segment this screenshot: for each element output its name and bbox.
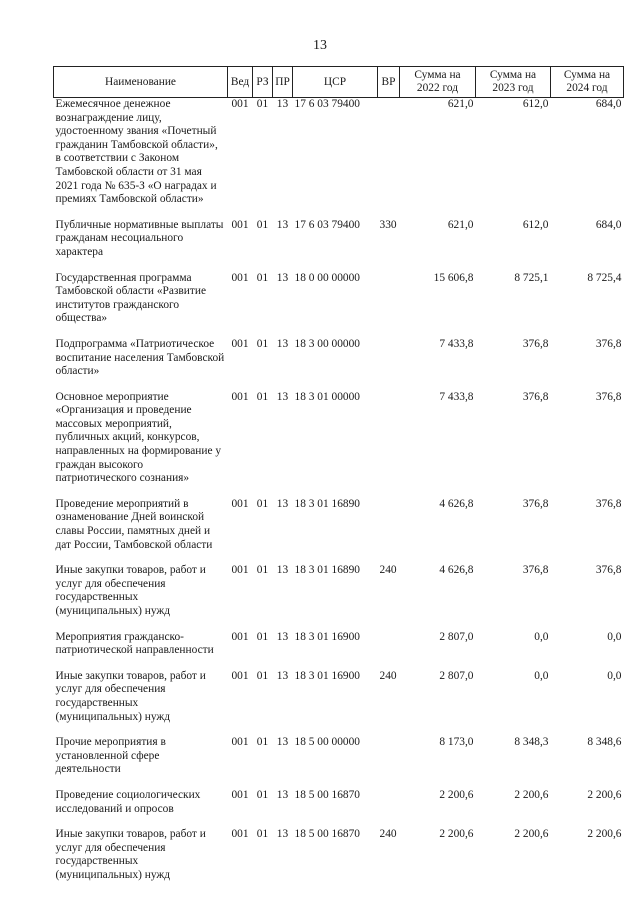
cell-sum-2023: 0,0 xyxy=(534,630,549,643)
cell-csr: 18 5 00 16870 xyxy=(294,828,360,841)
cell-sum-2024: 2 200,6 xyxy=(587,828,622,841)
cell-pr: 13 xyxy=(276,564,289,577)
cell-csr: 18 0 00 00000 xyxy=(294,271,360,284)
cell-ved: 001 xyxy=(231,218,249,231)
cell-vr xyxy=(378,631,400,670)
table-row xyxy=(54,272,624,338)
cell-csr: 18 3 01 00000 xyxy=(294,390,360,403)
cell-rz: 01 xyxy=(256,337,269,350)
cell-sum-2022: 621,0 xyxy=(447,218,474,231)
cell-sum-2023: 376,8 xyxy=(522,390,549,403)
cell-pr: 13 xyxy=(276,669,289,682)
col-header-vr: ВР xyxy=(378,67,400,98)
table-row xyxy=(54,789,624,828)
cell-pr: 13 xyxy=(276,390,289,403)
cell-csr: 17 6 03 79400 xyxy=(294,98,360,110)
cell-ved: 001 xyxy=(231,828,249,841)
cell-vr xyxy=(378,498,400,564)
cell-sum-2024: 684,0 xyxy=(595,218,622,231)
cell-sum-2024: 376,8 xyxy=(595,390,622,403)
cell-name: Государственная программа Тамбовской области «Развитие институтов гражданского общества» xyxy=(55,271,207,325)
cell-csr: 18 5 00 16870 xyxy=(294,788,360,801)
cell-pr: 13 xyxy=(276,497,289,510)
cell-pr: 13 xyxy=(276,218,289,231)
cell-name: Проведение мероприятий в ознаменование Дней воинской славы России, памятных дней и дат России, Тамбовской области xyxy=(55,497,213,551)
cell-ved: 001 xyxy=(231,736,249,749)
col-header-name: Наименование xyxy=(54,67,228,98)
cell-sum-2024: 0,0 xyxy=(607,630,622,643)
cell-vr xyxy=(378,789,400,828)
cell-vr xyxy=(378,338,400,391)
col-header-sum-2022: Сумма на 2022 год xyxy=(400,67,476,98)
cell-sum-2022: 7 433,8 xyxy=(439,337,474,350)
cell-sum-2024: 376,8 xyxy=(595,497,622,510)
cell-sum-2024: 8 348,6 xyxy=(587,736,622,749)
cell-sum-2022: 8 173,0 xyxy=(439,736,474,749)
cell-sum-2022: 2 807,0 xyxy=(439,669,474,682)
cell-rz: 01 xyxy=(256,828,269,841)
cell-sum-2022: 4 626,8 xyxy=(439,497,474,510)
cell-sum-2022: 2 807,0 xyxy=(439,630,474,643)
table-row xyxy=(54,631,624,670)
cell-ved: 001 xyxy=(231,669,249,682)
table-row xyxy=(54,670,624,736)
cell-ved: 001 xyxy=(231,497,249,510)
cell-vr xyxy=(378,391,400,498)
page-number: 13 xyxy=(313,38,327,53)
cell-sum-2023: 8 725,1 xyxy=(514,271,549,284)
table-body xyxy=(54,98,624,895)
cell-ved: 001 xyxy=(231,564,249,577)
cell-sum-2024: 376,8 xyxy=(595,564,622,577)
cell-pr: 13 xyxy=(276,788,289,801)
cell-name: Прочие мероприятия в установленной сфере деятельности xyxy=(55,736,166,776)
cell-name: Публичные нормативные выплаты гражданам несоциального характера xyxy=(55,218,224,258)
cell-ved: 001 xyxy=(231,271,249,284)
cell-csr: 18 3 01 16890 xyxy=(294,497,360,510)
cell-name: Основное мероприятие «Организация и проведение массовых мероприятий, публичных акций, конкурсов, направленных на формирование у граждан высокого патриотического сознания» xyxy=(55,390,222,485)
cell-sum-2024: 2 200,6 xyxy=(587,788,622,801)
cell-name: Ежемесячное денежное вознаграждение лицу, удостоенному звания «Почетный гражданин Тамбовской области», в соответствии с Законом Тамбовской области от 31 мая 2021 года № 635-З «О наградах и премиях Тамбовской области» xyxy=(55,98,218,206)
cell-ved: 001 xyxy=(231,788,249,801)
cell-rz: 01 xyxy=(256,630,269,643)
cell-csr: 18 3 00 00000 xyxy=(294,337,360,350)
table-row xyxy=(54,338,624,391)
cell-pr: 13 xyxy=(276,337,289,350)
cell-sum-2023: 612,0 xyxy=(522,218,549,231)
budget-table xyxy=(53,66,624,895)
cell-rz: 01 xyxy=(256,788,269,801)
cell-name: Иные закупки товаров, работ и услуг для обеспечения государственных (муниципальных) нужд xyxy=(55,669,206,723)
cell-ved: 001 xyxy=(231,630,249,643)
cell-vr: 240 xyxy=(379,828,397,841)
table-row xyxy=(54,564,624,630)
cell-vr xyxy=(378,272,400,338)
cell-pr: 13 xyxy=(276,736,289,749)
col-header-rz: РЗ xyxy=(253,67,273,98)
cell-sum-2024: 376,8 xyxy=(595,337,622,350)
cell-csr: 18 3 01 16900 xyxy=(294,669,360,682)
cell-name: Иные закупки товаров, работ и услуг для обеспечения государственных (муниципальных) нужд xyxy=(55,564,206,617)
cell-rz: 01 xyxy=(256,497,269,510)
table-row xyxy=(54,219,624,272)
cell-sum-2024: 0,0 xyxy=(607,669,622,682)
cell-sum-2023: 0,0 xyxy=(534,669,549,682)
table-row xyxy=(54,391,624,498)
cell-csr: 17 6 03 79400 xyxy=(294,218,360,231)
cell-rz: 01 xyxy=(256,564,269,577)
cell-sum-2022: 15 606,8 xyxy=(433,271,474,284)
cell-rz: 01 xyxy=(256,218,269,231)
col-header-sum-2023: Сумма на 2023 год xyxy=(476,67,551,98)
cell-vr: 240 xyxy=(379,564,397,577)
cell-rz: 01 xyxy=(256,736,269,749)
cell-rz: 01 xyxy=(256,98,269,110)
cell-sum-2022: 4 626,8 xyxy=(439,564,474,577)
cell-sum-2024: 8 725,4 xyxy=(587,271,622,284)
cell-rz: 01 xyxy=(256,271,269,284)
cell-sum-2022: 2 200,6 xyxy=(439,788,474,801)
cell-name: Проведение социологических исследований и опросов xyxy=(55,788,201,815)
cell-name: Мероприятия гражданско-патриотической направленности xyxy=(55,630,214,657)
cell-csr: 18 3 01 16900 xyxy=(294,630,360,643)
cell-sum-2022: 7 433,8 xyxy=(439,390,474,403)
cell-ved: 001 xyxy=(231,337,249,350)
cell-sum-2023: 8 348,3 xyxy=(514,736,549,749)
cell-sum-2023: 376,8 xyxy=(522,497,549,510)
cell-vr: 330 xyxy=(379,218,397,231)
cell-name: Подпрограмма «Патриотическое воспитание населения Тамбовской области» xyxy=(55,337,225,378)
cell-sum-2023: 2 200,6 xyxy=(514,788,549,801)
cell-sum-2022: 2 200,6 xyxy=(439,828,474,841)
cell-ved: 001 xyxy=(231,98,249,110)
cell-rz: 01 xyxy=(256,669,269,682)
cell-pr: 13 xyxy=(276,828,289,841)
cell-pr: 13 xyxy=(276,98,289,110)
cell-ved: 001 xyxy=(231,390,249,403)
cell-sum-2023: 376,8 xyxy=(522,564,549,577)
table-row xyxy=(54,98,624,219)
cell-pr: 13 xyxy=(276,271,289,284)
cell-name: Иные закупки товаров, работ и услуг для обеспечения государственных (муниципальных) нужд xyxy=(55,828,206,881)
col-header-csr: ЦСР xyxy=(293,67,378,98)
cell-vr: 240 xyxy=(379,669,397,682)
cell-vr xyxy=(378,98,400,219)
cell-vr xyxy=(378,736,400,789)
col-header-pr: ПР xyxy=(273,67,293,98)
table-row xyxy=(54,498,624,564)
col-header-ved: Вед xyxy=(228,67,253,98)
cell-sum-2024: 684,0 xyxy=(595,98,622,110)
cell-sum-2022: 621,0 xyxy=(447,98,474,110)
table-row xyxy=(54,828,624,894)
cell-rz: 01 xyxy=(256,390,269,403)
cell-csr: 18 5 00 00000 xyxy=(294,736,360,749)
cell-sum-2023: 612,0 xyxy=(522,98,549,110)
col-header-sum-2024: Сумма на 2024 год xyxy=(551,67,624,98)
cell-pr: 13 xyxy=(276,630,289,643)
cell-sum-2023: 376,8 xyxy=(522,337,549,350)
table-row xyxy=(54,736,624,789)
cell-sum-2023: 2 200,6 xyxy=(514,828,549,841)
table-header xyxy=(54,67,624,98)
cell-csr: 18 3 01 16890 xyxy=(294,564,360,577)
